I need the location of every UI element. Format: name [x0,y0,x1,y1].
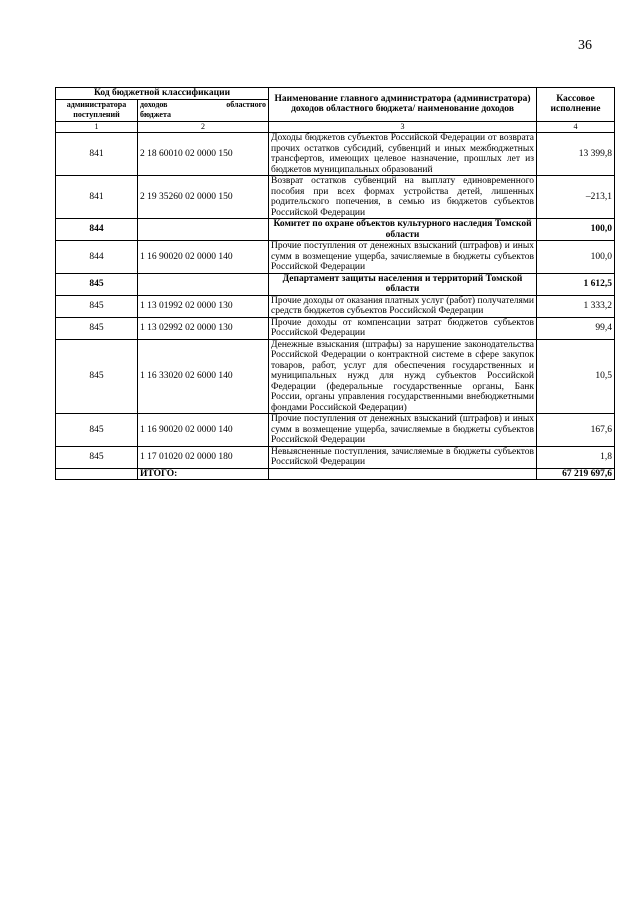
header-cash-execution: Кассовое исполнение [537,88,615,122]
income-name: Денежные взыскания (штрафы) за нарушение законодательства Российской Федерации о контрактной системе в сфере закупок товаров, работ, услуг для обеспечения государственных и муниципальных нужд для нужд субъектов Российской Федерации (федеральные государственные органы, Банк России, органы управления государственными внебюджетными фондами Российской Федерации) [269,339,537,414]
page-number: 36 [578,38,592,53]
income-name: Невыясненные поступления, зачисляемые в бюджеты субъектов Российской Федерации [269,446,537,468]
income-name: Возврат остатков субвенций на выплату единовременного пособия при всех формах устройства детей, лишенных родительского попечения, в семью из бюджетов субъектов Российской Федерации [269,176,537,219]
table-row [56,414,615,447]
cash-amount: 1 612,5 [537,273,615,295]
table-row [56,339,615,414]
income-name: Доходы бюджетов субъектов Российской Федерации от возврата прочих остатков субсидий, субвенций и иных межбюджетных трансфертов, имеющих целевое назначение, прошлых лет из бюджетов муниципальных образований [269,133,537,176]
administrator-name: Департамент защиты населения и территорий Томской области [269,273,537,295]
income-code: 1 16 90020 02 0000 140 [138,414,269,447]
income-name: Прочие доходы от оказания платных услуг (работ) получателями средств бюджетов субъектов Российской Федерации [269,295,537,317]
cash-amount: 1 333,2 [537,295,615,317]
table-row [56,133,615,176]
cash-amount: –213,1 [537,176,615,219]
income-code [138,219,269,241]
header-income-code: доходов областного бюджета [138,99,269,121]
admin-code: 845 [56,414,138,447]
header-name: Наименование главного администратора (администратора) доходов областного бюджета/ наименование доходов [269,88,537,122]
income-code: 1 13 02992 02 0000 130 [138,317,269,339]
table-row [56,295,615,317]
total-row [56,468,615,480]
total-amount: 67 219 697,6 [537,468,615,480]
table-row [56,317,615,339]
admin-code: 844 [56,241,138,274]
cash-amount: 10,5 [537,339,615,414]
admin-code: 841 [56,133,138,176]
column-number-row [56,121,615,133]
budget-revenue-table [55,87,615,480]
administrator-row [56,219,615,241]
admin-code: 845 [56,295,138,317]
administrator-name: Комитет по охране объектов культурного наследия Томской области [269,219,537,241]
income-name: Прочие доходы от компенсации затрат бюджетов субъектов Российской Федерации [269,317,537,339]
table-row [56,176,615,219]
total-label: ИТОГО: [138,468,269,480]
column-number: 3 [269,121,537,133]
admin-code: 841 [56,176,138,219]
cash-amount: 99,4 [537,317,615,339]
income-code [138,273,269,295]
admin-code: 845 [56,273,138,295]
income-name: Прочие поступления от денежных взысканий (штрафов) и иных сумм в возмещение ущерба, зачисляемые в бюджеты субъектов Российской Федерации [269,414,537,447]
table-row [56,241,615,274]
admin-code: 845 [56,317,138,339]
column-number: 2 [138,121,269,133]
admin-code: 845 [56,339,138,414]
income-code: 1 13 01992 02 0000 130 [138,295,269,317]
cash-amount: 13 399,8 [537,133,615,176]
cash-amount: 100,0 [537,241,615,274]
income-code: 2 18 60010 02 0000 150 [138,133,269,176]
total-empty-cell [269,468,537,480]
cash-amount: 100,0 [537,219,615,241]
administrator-row [56,273,615,295]
admin-code: 845 [56,446,138,468]
income-code: 1 16 90020 02 0000 140 [138,241,269,274]
header-admin-code: администратора поступлений [56,99,138,121]
income-code: 1 17 01020 02 0000 180 [138,446,269,468]
income-name: Прочие поступления от денежных взысканий (штрафов) и иных сумм в возмещение ущерба, зачисляемые в бюджеты субъектов Российской Федерации [269,241,537,274]
header-row [56,88,615,100]
income-code: 2 19 35260 02 0000 150 [138,176,269,219]
cash-amount: 167,6 [537,414,615,447]
admin-code: 844 [56,219,138,241]
cash-amount: 1,8 [537,446,615,468]
table-row [56,446,615,468]
column-number: 1 [56,121,138,133]
column-number: 4 [537,121,615,133]
header-budget-code-group: Код бюджетной классификации [56,88,269,100]
total-empty-cell [56,468,138,480]
income-code: 1 16 33020 02 6000 140 [138,339,269,414]
